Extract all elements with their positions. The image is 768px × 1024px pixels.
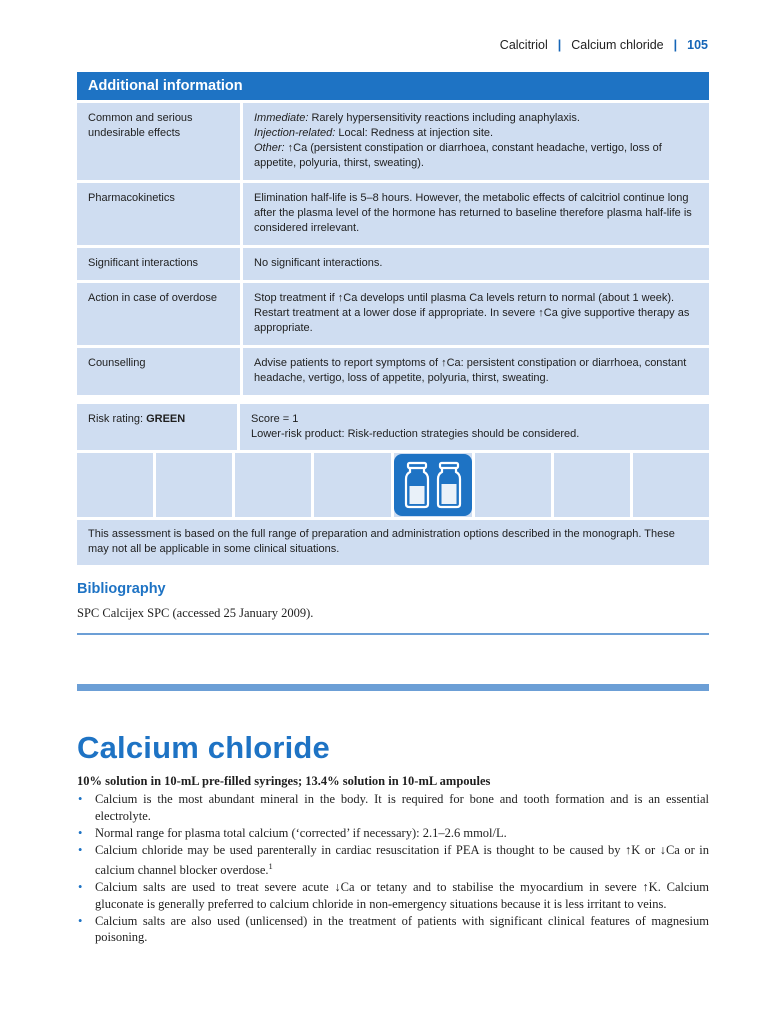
list-item: • Calcium salts are used to treat severe acute ↓Ca or tetany and to stabilise the myocardium in severe ↑K. Calcium gluconate is generally preferred to calcium chloride in non-emergency situations because it is less irritant to veins.	[77, 879, 709, 912]
table-row	[77, 347, 709, 396]
list-item: • Calcium salts are also used (unlicensed) in the treatment of patients with significant clinical features of magnesium poisoning.	[77, 913, 709, 946]
injection-text: Local: Redness at injection site.	[335, 127, 494, 139]
risk-grid-cell	[394, 453, 475, 517]
running-head-drug2: Calcium chloride	[571, 38, 664, 52]
risk-rating-label	[77, 404, 240, 450]
row-value	[242, 102, 710, 182]
risk-grid-cell	[314, 453, 393, 517]
risk-score	[240, 404, 709, 450]
section-divider	[77, 633, 709, 635]
list-item	[77, 842, 709, 879]
other-text: ↑Ca (persistent constipation or diarrhoea, constant headache, vertigo, loss of appetite, polyuria, thirst, sweating).	[254, 142, 662, 169]
additional-information-table	[77, 72, 709, 395]
table-row	[77, 102, 709, 182]
risk-grid-cell	[235, 453, 314, 517]
risk-grid-cell	[156, 453, 235, 517]
row-label: Action in case of overdose	[77, 282, 242, 347]
risk-description: Lower-risk product: Risk-reduction strategies should be considered.	[251, 428, 580, 440]
table-row	[77, 182, 709, 247]
monograph-title: Calcium chloride	[77, 730, 330, 765]
risk-grid-cell	[633, 453, 709, 517]
row-label: Common and serious undesirable effects	[77, 102, 242, 182]
monograph-top-bar	[77, 684, 709, 691]
list-item-text: Calcium chloride may be used parenterally in cardiac resuscitation if PEA is thought to be caused by ↑K or ↓Ca or in calcium channel blocker overdose.	[95, 842, 709, 878]
table-row	[77, 282, 709, 347]
table-row	[77, 247, 709, 282]
row-value: No significant interactions.	[242, 247, 710, 282]
running-head-separator: |	[673, 38, 678, 52]
bibliography-text: SPC Calcijex SPC (accessed 25 January 2009).	[77, 606, 314, 620]
risk-grid-cell	[475, 453, 554, 517]
risk-grid-cell	[554, 453, 633, 517]
risk-score-text: Score = 1	[251, 413, 299, 425]
page-number: 105	[687, 38, 708, 52]
risk-rating-value: GREEN	[146, 413, 186, 425]
list-item: • Calcium is the most abundant mineral in the body. It is required for bone and tooth formation and is an essential electrolyte.	[77, 791, 709, 824]
other-label: Other:	[254, 142, 285, 154]
running-head	[500, 38, 708, 52]
row-label: Pharmacokinetics	[77, 182, 242, 247]
risk-icon-grid	[77, 450, 709, 517]
row-value: Elimination half-life is 5–8 hours. However, the metabolic effects of calcitriol continue long after the plasma level of the hormone has returned to baseline therefore plasma half-life is considered irrelevant.	[242, 182, 710, 247]
running-head-separator: |	[557, 38, 562, 52]
injection-label: Injection-related:	[254, 127, 336, 139]
risk-rating-box	[77, 404, 709, 565]
risk-grid-cell	[77, 453, 156, 517]
list-item: • Normal range for plasma total calcium (‘corrected’ if necessary): 2.1–2.6 mmol/L.	[77, 825, 709, 842]
table-title: Additional information	[77, 72, 709, 102]
row-label: Counselling	[77, 347, 242, 396]
risk-label-text: Risk rating:	[88, 413, 147, 425]
immediate-label: Immediate:	[254, 112, 309, 124]
bibliography-heading: Bibliography	[77, 581, 166, 597]
vials-icon	[394, 454, 472, 516]
monograph-bullet-list	[77, 791, 709, 946]
row-value: Stop treatment if ↑Ca develops until plasma Ca levels return to normal (about 1 week). Restart treatment at a lower dose if appropriate. In severe ↑Ca give supportive therapy as appropriate.	[242, 282, 710, 347]
monograph-subtitle: 10% solution in 10-mL pre-filled syringes; 13.4% solution in 10-mL ampoules	[77, 774, 491, 788]
risk-assessment-note: This assessment is based on the full range of preparation and administration options described in the monograph. These may not all be applicable in some clinical situations.	[77, 517, 709, 565]
row-value: Advise patients to report symptoms of ↑Ca: persistent constipation or diarrhoea, constant headache, vertigo, loss of appetite, polyuria, thirst, sweating.	[242, 347, 710, 396]
row-label: Significant interactions	[77, 247, 242, 282]
running-head-drug1: Calcitriol	[499, 38, 548, 52]
footnote-ref: 1	[268, 861, 273, 871]
risk-rating-row	[77, 404, 709, 450]
immediate-text: Rarely hypersensitivity reactions including anaphylaxis.	[308, 112, 580, 124]
